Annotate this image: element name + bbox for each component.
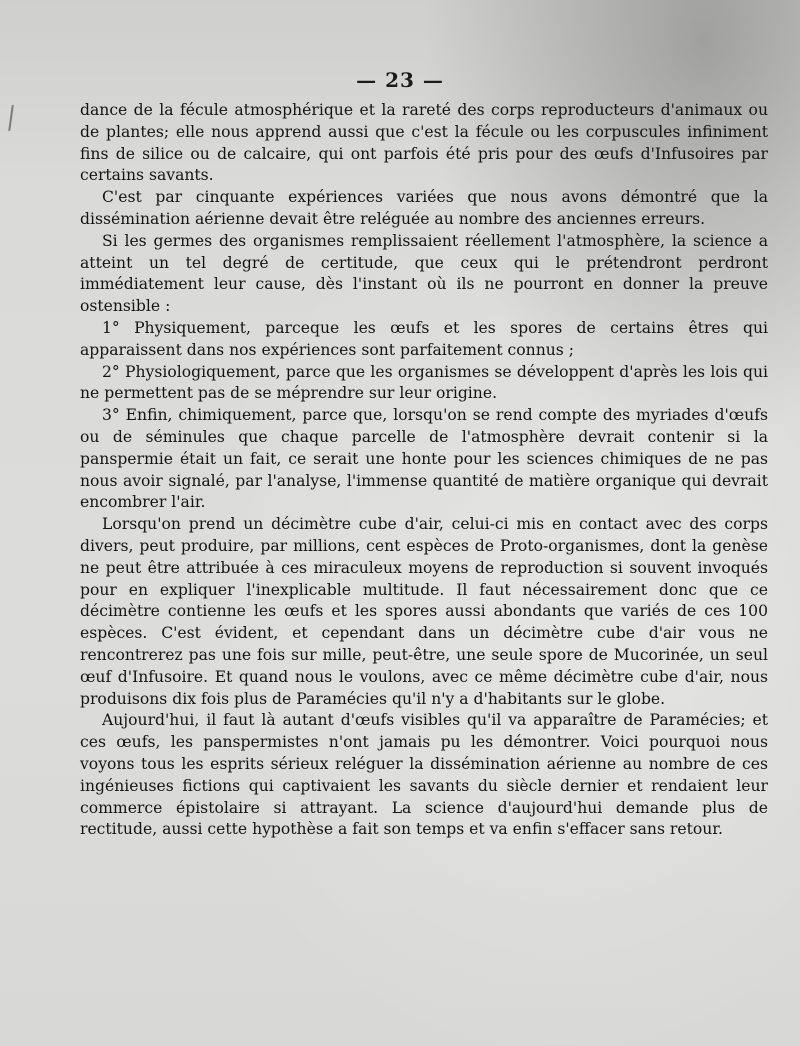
margin-pencil-mark	[8, 105, 14, 131]
page-number: — 23 —	[356, 68, 444, 92]
paragraph: Aujourd'hui, il faut là autant d'œufs visibles qu'il va apparaître de Paramécies; et ces œufs, les panspermistes n'ont jamais pu les démontrer. Voici pourquoi nous voyons tous les esprits sérieux reléguer la dissémination aérienne au nombre de ces ingénieuses fictions qui captivaient les savants du siècle dernier et rendaient leur commerce épistolaire si attrayant. La science d'aujourd'hui demande plus de rectitude, aussi cette hypothèse a fait son temps et va enfin s'effacer sans retour.	[80, 711, 768, 839]
paragraph-continuation: dance de la fécule atmosphérique et la rareté des corps reproducteurs d'animaux ou de plantes; elle nous apprend aussi que c'est la fécule ou les corpuscules infiniment fins de silice ou de calcaire, qui ont parfois été pris pour des œufs d'Infusoires par certains savants.	[80, 101, 768, 185]
paragraph: Si les germes des organismes remplissaient réellement l'atmosphère, la science a atteint un tel degré de certitude, que ceux qui le prétendront perdront immédiatement leur cause, dès l'instant où ils ne pourront en donner la preuve ostensible :	[80, 231, 768, 316]
paragraph: Lorsqu'on prend un décimètre cube d'air, celui-ci mis en contact avec des corps divers, peut produire, par millions, cent espèces de Proto-organismes, dont la genèse ne peut être attribuée à ces miraculeux moyens de reproduction si souvent invoqués pour en expliquer l'inexplicable multitude. Il faut nécessairement donc que ce décimètre contienne les œufs et les spores aussi abondants que variés de ces 100 espèces. C'est évident, et cependant dans un décimètre cube d'air vous ne rencontrerez pas une fois sur mille, peut-être, une seule spore de Mucorinée, un seul œuf d'Infusoire. Et quand nous le voulons, avec ce même décimètre cube d'air, nous produisons dix fois plus de Paramécies qu'il n'y a d'habitants sur le globe.	[80, 515, 768, 708]
paragraph: C'est par cinquante expériences variées que nous avons démontré que la dissémination aérienne devait être reléguée au nombre des anciennes erreurs.	[80, 188, 768, 228]
paragraph-list-item: 1° Physiquement, parceque les œufs et les spores de certains êtres qui apparaissent dans nos expériences sont parfaitement connus ;	[80, 318, 768, 359]
paragraph-list-item: 3° Enfin, chimiquement, parce que, lorsqu'on se rend compte des myriades d'œufs ou de séminules que chaque parcelle de l'atmosphère devrait contenir si la panspermie était un fait, ce serait une honte pour les sciences chimiques de ne pas nous avoir signalé, par l'analyse, l'immense quantité de matière organique qui devrait encombrer l'air.	[80, 406, 768, 512]
body-text	[80, 100, 768, 841]
paragraph-list-item: 2° Physiologiquement, parce que les organismes se développent d'après les lois qui ne permettent pas de se méprendre sur leur origine.	[80, 362, 768, 403]
